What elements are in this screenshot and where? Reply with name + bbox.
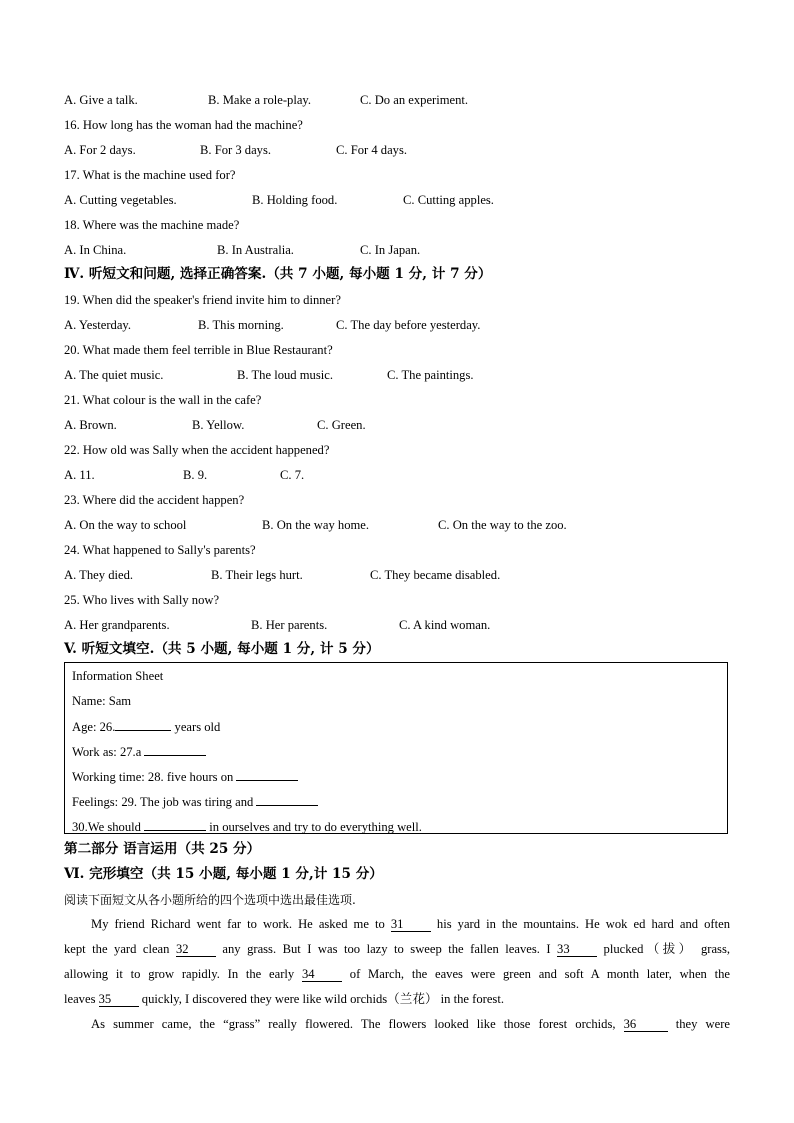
passage-text: his yard in the mountains. He wok ed hard and often [430,917,730,931]
option-a: A. 11. [64,468,95,482]
passage-text: leaves [64,992,99,1006]
option-b: B. Her parents. [251,618,328,632]
option-b: B. Yellow. [192,418,245,432]
info-age [72,718,220,735]
option-a: A. For 2 days. [64,143,136,157]
option-c: C. For 4 days. [336,143,408,157]
passage-text: kept the yard clean [64,942,176,956]
option-c: C. The day before yesterday. [336,318,481,332]
option-a: A. Her grandparents. [64,618,170,632]
info-work [72,743,206,760]
info-age-suffix: years old [171,720,221,734]
option-c: C. 7. [280,468,305,482]
option-c: C. In Japan. [360,243,421,257]
question-20-stem: 20. What made them feel terrible in Blue Restaurant? [64,343,333,357]
option-b: B. Holding food. [252,193,338,207]
info-working-time [72,768,298,785]
option-c: C. Do an experiment. [360,93,469,107]
option-c: C. The paintings. [387,368,474,382]
passage-text: they were [667,1017,730,1031]
passage-line-1 [64,912,730,937]
question-21-stem: 21. What colour is the wall in the cafe? [64,393,262,407]
passage-text: My friend Richard went far to work. He asked me to [91,917,391,931]
passage-text: any grass. But I was too lazy to sweep the fallen leaves. I [215,942,558,956]
option-a: A. In China. [64,243,127,257]
info-work-label: Work as: 27.a [72,745,145,759]
info-q30-label: 30.We should [72,820,145,834]
answer-blank-26[interactable] [115,718,171,731]
section-4-heading: Ⅳ. 听短文和问题, 选择正确答案.（共 7 小题, 每小题 1 分, 计 7 分） [64,266,492,282]
question-23-stem: 23. Where did the accident happen? [64,493,245,507]
option-b: B. In Australia. [217,243,294,257]
question-17-stem: 17. What is the machine used for? [64,168,236,182]
option-a: A. Cutting vegetables. [64,193,177,207]
answer-blank-27[interactable] [144,743,206,756]
option-a: A. They died. [64,568,134,582]
passage-text: As summer came, the “grass” really flowered. The flowers looked like those forest orchids, [91,1017,624,1031]
info-feelings [72,793,318,810]
option-b: B. On the way home. [262,518,370,532]
question-16-stem: 16. How long has the woman had the machine? [64,118,303,132]
option-b: B. This morning. [198,318,284,332]
cloze-blank-31[interactable]: 31 [391,917,431,932]
option-c: C. Green. [317,418,366,432]
question-25-stem: 25. Who lives with Sally now? [64,593,220,607]
info-age-label: Age: 26. [72,720,116,734]
passage-text: allowing it to grow rapidly. In the early [64,967,302,981]
question-22-stem: 22. How old was Sally when the accident happened? [64,443,330,457]
question-18-stem: 18. Where was the machine made? [64,218,240,232]
cloze-blank-35[interactable]: 35 [99,992,139,1007]
option-a: A. Brown. [64,418,117,432]
passage-text: of March, the eaves were green and soft A month later, when the [342,967,731,981]
cloze-blank-32[interactable]: 32 [176,942,216,957]
info-q30-suffix: in ourselves and try to do everything well. [206,820,422,834]
passage-line-3 [64,962,730,987]
part-2-heading: 第二部分 语言运用（共 25 分） [64,841,261,857]
passage-text: quickly, I discovered they were like wild orchids（兰花） in the forest. [138,992,504,1006]
answer-blank-30[interactable] [144,818,206,831]
info-name: Name: Sam [72,694,132,708]
option-a: A. Yesterday. [64,318,132,332]
section-6-heading: Ⅵ. 完形填空（共 15 小题, 每小题 1 分,计 15 分） [64,866,383,882]
option-c: C. Cutting apples. [403,193,494,207]
info-q30 [72,818,422,835]
passage-line-5 [64,1012,730,1037]
answer-blank-28[interactable] [236,768,298,781]
passage-line-2 [64,937,730,962]
question-24-stem: 24. What happened to Sally's parents? [64,543,256,557]
option-a: A. On the way to school [64,518,187,532]
answer-blank-29[interactable] [256,793,318,806]
option-b: B. The loud music. [237,368,333,382]
info-feel-label: Feelings: 29. The job was tiring and [72,795,257,809]
cloze-blank-33[interactable]: 33 [557,942,597,957]
option-b: B. Their legs hurt. [211,568,303,582]
passage-text: plucked（拔） grass, [597,942,731,956]
option-c: C. They became disabled. [370,568,501,582]
option-b: B. For 3 days. [200,143,272,157]
info-sheet-title: Information Sheet [72,669,164,683]
option-c: C. A kind woman. [399,618,491,632]
cloze-blank-34[interactable]: 34 [302,967,342,982]
cloze-instruction: 阅读下面短文从各小题所给的四个选项中选出最佳选项. [64,893,356,907]
option-b: B. Make a role-play. [208,93,312,107]
question-19-stem: 19. When did the speaker's friend invite him to dinner? [64,293,341,307]
option-a: A. The quiet music. [64,368,164,382]
option-b: B. 9. [183,468,208,482]
passage-line-4 [64,987,730,1012]
cloze-blank-36[interactable]: 36 [624,1017,668,1032]
section-5-heading: V. 听短文填空.（共 5 小题, 每小题 1 分, 计 5 分） [64,641,380,657]
information-sheet-box [64,662,728,834]
option-a: A. Give a talk. [64,93,138,107]
option-c: C. On the way to the zoo. [438,518,567,532]
info-time-label: Working time: 28. five hours on [72,770,237,784]
